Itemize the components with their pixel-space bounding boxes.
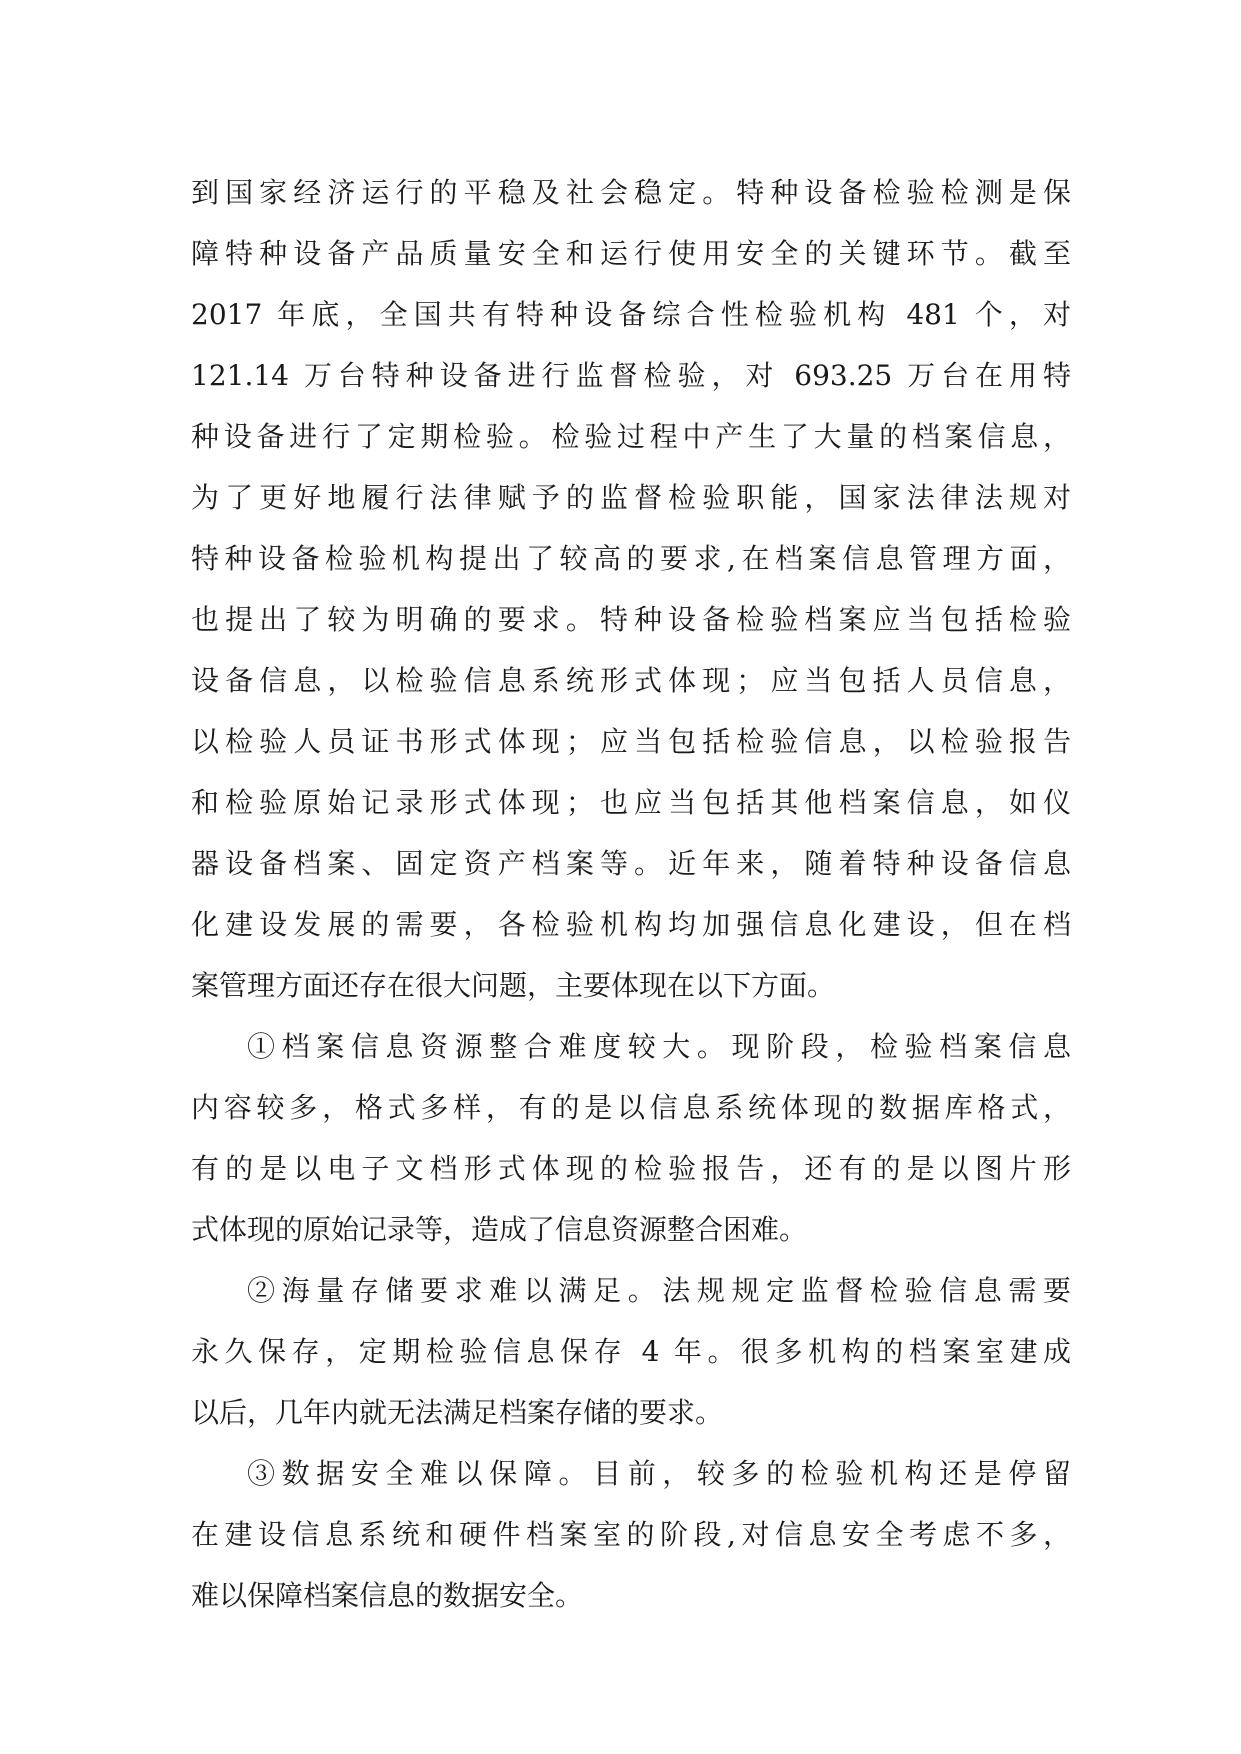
text-line: 为了更好地履行法律赋予的监督检验职能，国家法律法规对 bbox=[191, 481, 1071, 514]
text-line: ①档案信息资源整合难度较大。现阶段，检验档案信息 bbox=[247, 1030, 1071, 1063]
text-line: 案管理方面还存在很大问题，主要体现在以下方面。 bbox=[191, 969, 836, 1002]
text-line: 121.14 万台特种设备进行监督检验，对 693.25 万台在用特 bbox=[191, 359, 1071, 392]
text-line: 化建设发展的需要，各检验机构均加强信息化建设，但在档 bbox=[191, 908, 1071, 941]
body-text bbox=[191, 162, 1071, 1626]
text-line: ③数据安全难以保障。目前，较多的检验机构还是停留 bbox=[247, 1457, 1071, 1490]
text-line: 内容较多，格式多样，有的是以信息系统体现的数据库格式， bbox=[191, 1091, 1071, 1124]
text-line: 式体现的原始记录等，造成了信息资源整合困难。 bbox=[191, 1213, 808, 1246]
text-line: 到国家经济运行的平稳及社会稳定。特种设备检验检测是保 bbox=[191, 176, 1071, 209]
text-line: 障特种设备产品质量安全和运行使用安全的关键环节。截至 bbox=[191, 237, 1071, 270]
text-line: 有的是以电子文档形式体现的检验报告，还有的是以图片形 bbox=[191, 1152, 1071, 1185]
paragraph-issue-1 bbox=[191, 1016, 1071, 1260]
text-line: 和检验原始记录形式体现；也应当包括其他档案信息，如仪 bbox=[191, 786, 1071, 819]
paragraph-issue-3 bbox=[191, 1443, 1071, 1626]
text-line: ②海量存储要求难以满足。法规规定监督检验信息需要 bbox=[247, 1274, 1071, 1307]
text-line: 在建设信息系统和硬件档案室的阶段,对信息安全考虑不多， bbox=[191, 1518, 1071, 1551]
paragraph-intro bbox=[191, 162, 1071, 1016]
text-line: 也提出了较为明确的要求。特种设备检验档案应当包括检验 bbox=[191, 603, 1071, 636]
text-line: 以检验人员证书形式体现；应当包括检验信息，以检验报告 bbox=[191, 725, 1071, 758]
text-line: 种设备进行了定期检验。检验过程中产生了大量的档案信息， bbox=[191, 420, 1071, 453]
text-line: 特种设备检验机构提出了较高的要求,在档案信息管理方面， bbox=[191, 542, 1071, 575]
text-line: 器设备档案、固定资产档案等。近年来，随着特种设备信息 bbox=[191, 847, 1071, 880]
text-line: 2017 年底，全国共有特种设备综合性检验机构 481 个，对 bbox=[191, 298, 1071, 331]
paragraph-issue-2 bbox=[191, 1260, 1071, 1443]
text-line: 设备信息，以检验信息系统形式体现；应当包括人员信息， bbox=[191, 664, 1071, 697]
text-line: 永久保存，定期检验信息保存 4 年。很多机构的档案室建成 bbox=[191, 1335, 1071, 1368]
text-line: 以后，几年内就无法满足档案存储的要求。 bbox=[191, 1396, 724, 1429]
text-line: 难以保障档案信息的数据安全。 bbox=[191, 1579, 584, 1612]
